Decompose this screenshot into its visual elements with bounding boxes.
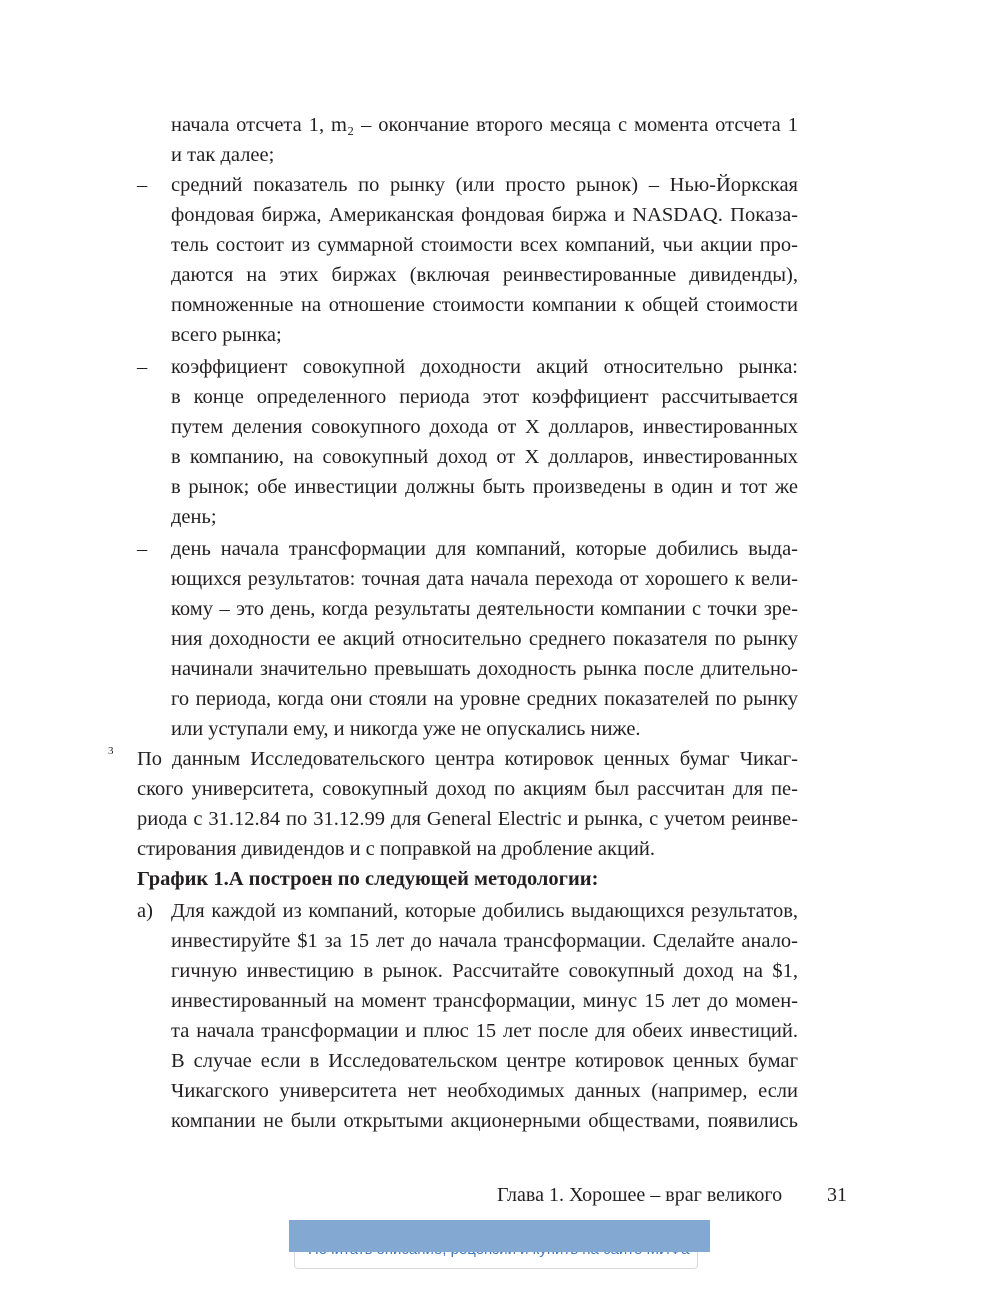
text-line: начала отсчета 1, m₂ – окончание второго месяца с момента отсчета 1	[171, 114, 798, 136]
text-line: коэффициент совокупной доходности акций относительно рынка:	[171, 356, 798, 378]
text-line: Чикагского университета нет необходимых данных (например, если	[171, 1080, 798, 1102]
text-line: средний показатель по рынку (или просто рынок) – Нью-Йоркская	[171, 174, 798, 196]
text-line: риода с 31.12.84 по 31.12.99 для General Electric и рынка, с учетом реинве-	[137, 808, 798, 830]
text-line: день начала трансформации для компаний, которые добились выда-	[171, 538, 798, 560]
bullet-dash: –	[137, 356, 148, 378]
bullet-dash: –	[137, 538, 148, 560]
text-line: По данным Исследовательского центра котировок ценных бумаг Чикаг-	[137, 748, 798, 770]
text-line: стирования дивидендов и с поправкой на дробление акций.	[137, 838, 656, 860]
text-line: в конце определенного периода этот коэффициент рассчитывается	[171, 386, 798, 408]
text-line: день;	[171, 506, 217, 528]
text-line: начинали значительно превышать доходность рынка после длительно-	[171, 658, 798, 680]
text-line: даются на этих биржах (включая реинвестированные дивиденды),	[171, 264, 798, 286]
footnote-marker: 3	[108, 745, 114, 757]
text-line: ющихся результатов: точная дата начала перехода от хорошего к вели-	[171, 568, 798, 590]
page-number: 31	[827, 1184, 847, 1206]
text-line: В случае если в Исследовательском центре котировок ценных бумаг	[171, 1050, 798, 1072]
text-line: го периода, когда они стояли на уровне средних показателей по рынку	[171, 688, 798, 710]
text-line: в компанию, на совокупный доход от X долларов, инвестированных	[171, 446, 798, 468]
text-line: Для каждой из компаний, которые добились выдающихся результатов,	[171, 900, 798, 922]
text-line: помноженные на отношение стоимости компании к общей стоимости	[171, 294, 798, 316]
running-title: Глава 1. Хорошее – враг великого	[497, 1184, 783, 1206]
list-marker: а)	[137, 900, 153, 922]
text-line: и так далее;	[171, 144, 275, 166]
text-line: путем деления совокупного дохода от X долларов, инвестированных	[171, 416, 798, 438]
text-line: компании не были открытыми акционерными обществами, появились	[171, 1110, 798, 1132]
text-line: в рынок; обе инвестиции должны быть произведены в один и тот же	[171, 476, 798, 498]
text-line: инвестируйте $1 за 15 лет до начала трансформации. Сделайте анало-	[171, 930, 798, 952]
bullet-dash: –	[137, 174, 148, 196]
text-line: ния доходности ее акций относительно среднего показателя по рынку	[171, 628, 798, 650]
text-line: та начала трансформации и плюс 15 лет после для обеих инвестиций.	[171, 1020, 798, 1042]
text-line: или уступали ему, и никогда уже не опускались ниже.	[171, 718, 641, 740]
text-line: кому – это день, когда результаты деятельности компании с точки зре-	[171, 598, 798, 620]
text-line: ского университета, совокупный доход по акциям был рассчитан для пе-	[137, 778, 798, 800]
text-line: тель состоит из суммарной стоимости всех компаний, чьи акции про-	[171, 234, 798, 256]
text-line: гичную инвестицию в рынок. Рассчитайте совокупный доход на $1,	[171, 960, 798, 982]
section-heading: График 1.А построен по следующей методологии:	[137, 868, 599, 890]
text-line: всего рынка;	[171, 324, 282, 346]
promo-banner	[289, 1220, 710, 1252]
text-line: фондовая биржа, Американская фондовая биржа и NASDAQ. Показа-	[171, 204, 798, 226]
text-line: инвестированный на момент трансформации, минус 15 лет до момен-	[171, 990, 798, 1012]
